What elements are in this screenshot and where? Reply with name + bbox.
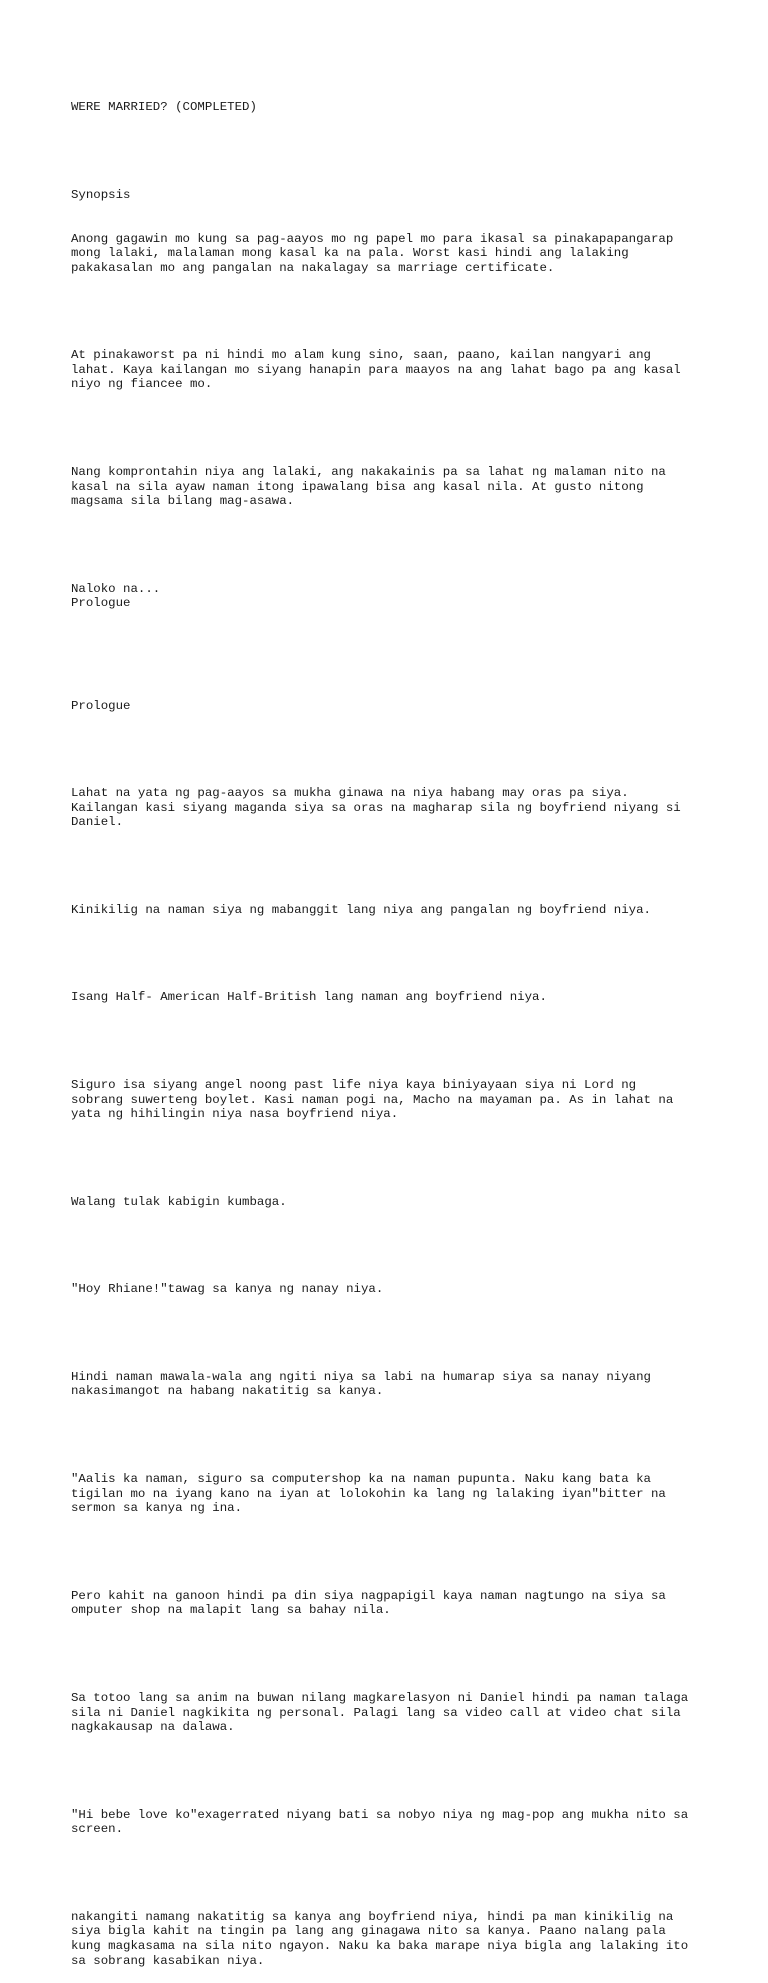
prologue-paragraph-6: "Hoy Rhiane!"tawag sa kanya ng nanay niya. — [71, 1282, 384, 1297]
prologue-paragraph-1: Lahat na yata ng pag-aayos sa mukha ginawa na niya habang may oras pa siya. Kailangan kasi siyang maganda siya sa oras na magharap sila ng boyfriend niyang si Daniel. — [71, 786, 681, 830]
prologue-paragraph-4: Siguro isa siyang angel noong past life niya kaya biniyayaan siya ni Lord ng sobrang suwerteng boylet. Kasi naman pogi na, Macho na mayaman pa. As in lahat na yata ng hihilingin niya nasa boyfriend niya. — [71, 1077, 674, 1122]
prologue-paragraph-2: Kinikilig na naman siya ng mabanggit lang niya ang pangalan ng boyfriend niya. — [71, 902, 651, 917]
prologue-heading: Prologue — [71, 698, 131, 713]
prologue-paragraph-9: Pero kahit na ganoon hindi pa din siya nagpapigil kaya naman nagtungo na siya sa omputer shop na malapit lang sa bahay nila. — [71, 1588, 666, 1618]
document-page — [71, 71, 731, 1983]
synopsis-paragraph-3: Nang komprontahin niya ang lalaki, ang nakakainis pa sa lahat ng malaman nito na kasal na sila ayaw naman itong ipawalang bisa ang kasal nila. At gusto nitong magsama sila bilang mag-asawa. — [71, 465, 666, 509]
synopsis-paragraph-4: Naloko na... Prologue — [71, 581, 161, 611]
prologue-paragraph-11: "Hi bebe love ko"exagerrated niyang bati sa nobyo niya ng mag-pop ang mukha nito sa screen. — [71, 1807, 689, 1837]
synopsis-heading: Synopsis — [71, 187, 131, 202]
synopsis-paragraph-1: Anong gagawin mo kung sa pag-aayos mo ng papel mo para ikasal sa pinakapapangarap mong lalaki, malalaman mong kasal ka na pala. Worst kasi hindi ang lalaking pakakasalan mo ang pangalan na nakalagay sa marriage certificate. — [71, 231, 674, 275]
prologue-paragraph-8: "Aalis ka naman, siguro sa computershop ka na naman pupunta. Naku kang bata ka tigilan mo na iyang kano na iyan at lolokohin ka lang ng lalaking iyan"bitter na sermon sa kanya ng ina. — [71, 1472, 666, 1516]
prologue-paragraph-3: Isang Half- American Half-British lang naman ang boyfriend niya. — [71, 990, 547, 1005]
synopsis-paragraph-2: At pinakaworst pa ni hindi mo alam kung sino, saan, paano, kailan nangyari ang lahat. Kaya kailangan mo siyang hanapin para maayos na ang lahat bago pa ang kasal niyo ng fiancee mo. — [71, 348, 681, 392]
prologue-paragraph-7: Hindi naman mawala-wala ang ngiti niya sa labi na humarap siya sa nanay niyang nakasimangot na habang nakatitig sa kanya. — [71, 1369, 651, 1399]
document-title: WERE MARRIED? (COMPLETED) — [71, 100, 257, 115]
prologue-paragraph-12: nakangiti namang nakatitig sa kanya ang boyfriend niya, hindi pa man kinikilig na siya bigla kahit na tingin pa lang ang ginagawa nito sa kanya. Paano nalang pala kung magkasama na sila nito ngayon. Naku ka baka marape niya bigla ang lalaking ito sa sobrang kasabikan niya. — [71, 1909, 689, 1968]
prologue-paragraph-10: Sa totoo lang sa anim na buwan nilang magkarelasyon ni Daniel hindi pa naman talaga sila ni Daniel nagkikita ng personal. Palagi lang sa video call at video chat sila nagkakausap na dalawa. — [71, 1690, 689, 1735]
prologue-paragraph-5: Walang tulak kabigin kumbaga. — [71, 1194, 287, 1209]
